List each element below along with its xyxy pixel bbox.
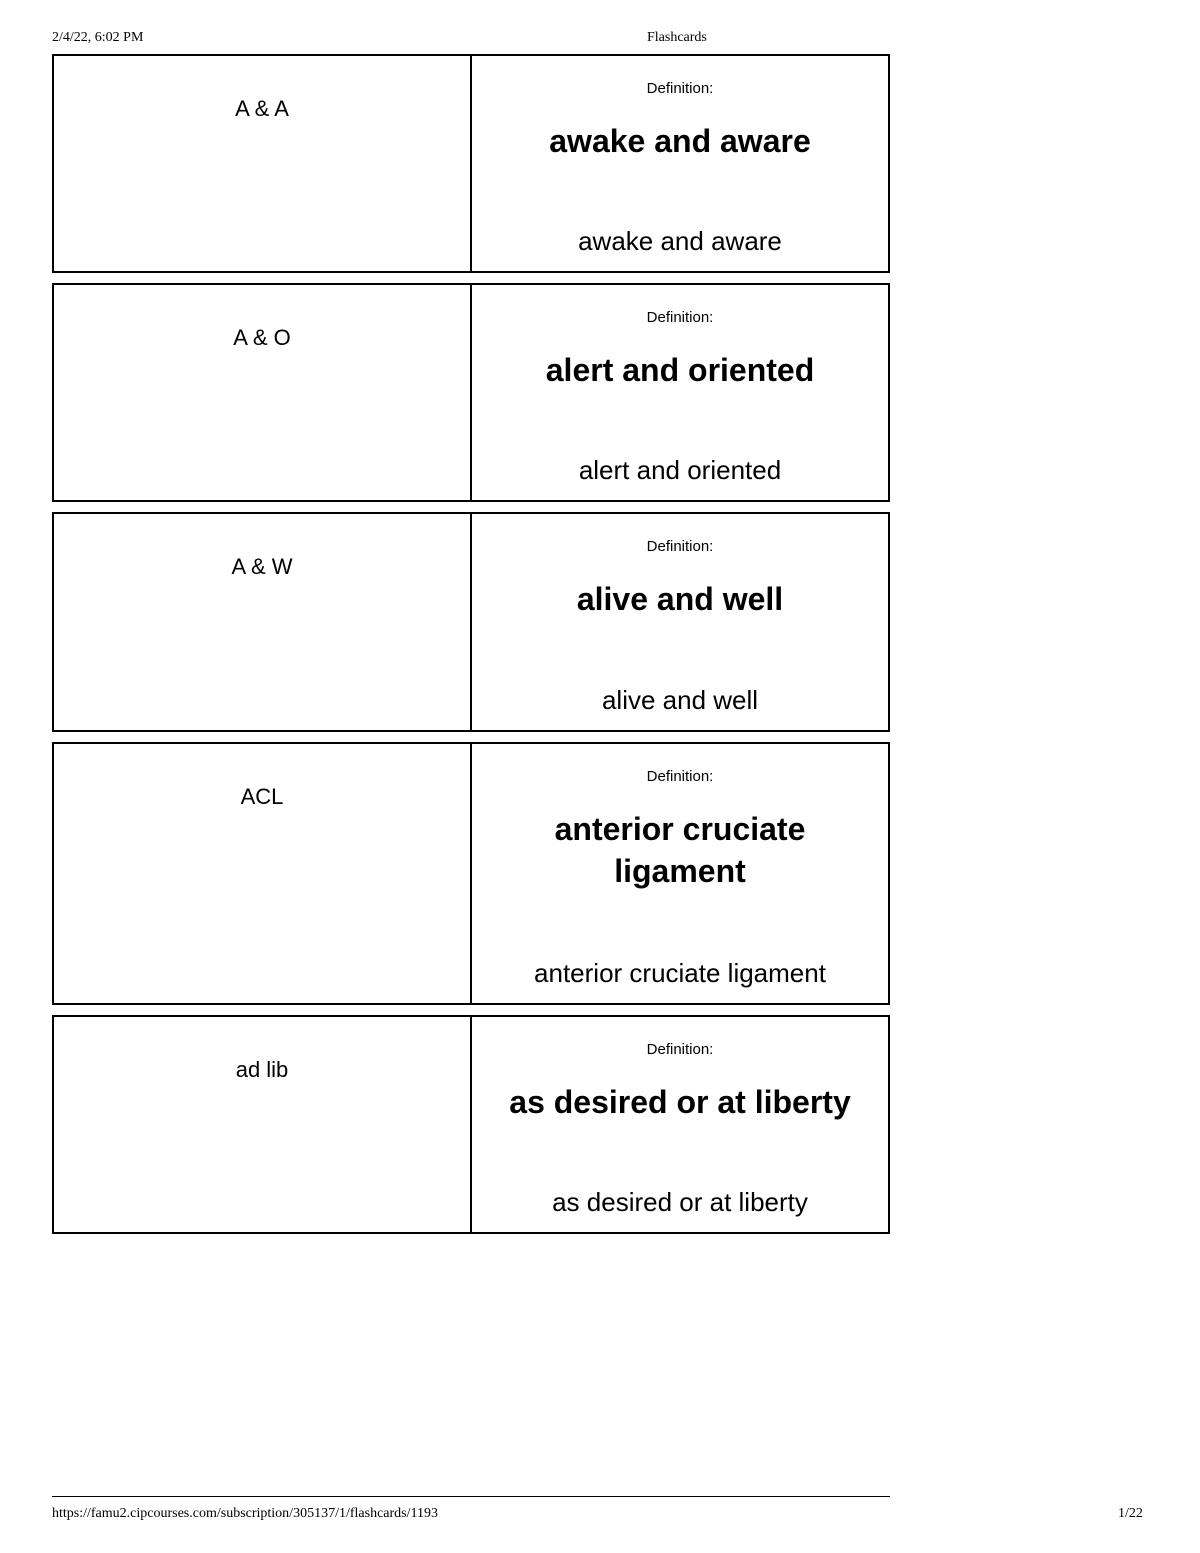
flashcard-definition bbox=[472, 285, 888, 500]
page-title: Flashcards bbox=[647, 30, 707, 45]
flashcard-term: ad lib bbox=[54, 1017, 472, 1232]
flashcard-term: A & W bbox=[54, 514, 472, 730]
definition-text: alive and well bbox=[601, 685, 759, 715]
definition-heading: awake and aware bbox=[549, 123, 811, 159]
definition-text: alert and oriented bbox=[578, 455, 782, 485]
definition-text: awake and aware bbox=[578, 226, 782, 256]
definition-label: Definition: bbox=[646, 538, 714, 555]
definition-label: Definition: bbox=[646, 80, 714, 97]
definition-heading: as desired or at liberty bbox=[509, 1084, 851, 1120]
flashcard-definition bbox=[472, 56, 888, 271]
flashcard-term: A & A bbox=[54, 56, 472, 271]
flashcard-list bbox=[52, 54, 890, 1244]
definition-label: Definition: bbox=[646, 1041, 714, 1058]
flashcard bbox=[52, 742, 890, 1005]
definition-text: anterior cruciate ligament bbox=[534, 958, 826, 988]
definition-label: Definition: bbox=[646, 309, 714, 326]
footer-divider bbox=[52, 1496, 890, 1497]
definition-heading: anterior cruciate ligament bbox=[554, 811, 806, 889]
flashcard bbox=[52, 283, 890, 502]
flashcard bbox=[52, 1015, 890, 1234]
definition-label: Definition: bbox=[646, 768, 714, 785]
print-datetime: 2/4/22, 6:02 PM bbox=[52, 30, 144, 45]
flashcard-definition bbox=[472, 514, 888, 730]
flashcard-term: ACL bbox=[54, 744, 472, 1003]
flashcard-term: A & O bbox=[54, 285, 472, 500]
page-number: 1/22 bbox=[1118, 1506, 1143, 1521]
flashcard bbox=[52, 512, 890, 732]
source-url: https://famu2.cipcourses.com/subscription/305137/1/flashcards/1193 bbox=[52, 1506, 438, 1521]
flashcard-definition bbox=[472, 744, 888, 1003]
definition-text: as desired or at liberty bbox=[552, 1187, 808, 1217]
flashcard bbox=[52, 54, 890, 273]
flashcard-definition bbox=[472, 1017, 888, 1232]
definition-heading: alive and well bbox=[576, 581, 784, 617]
definition-heading: alert and oriented bbox=[545, 352, 815, 388]
